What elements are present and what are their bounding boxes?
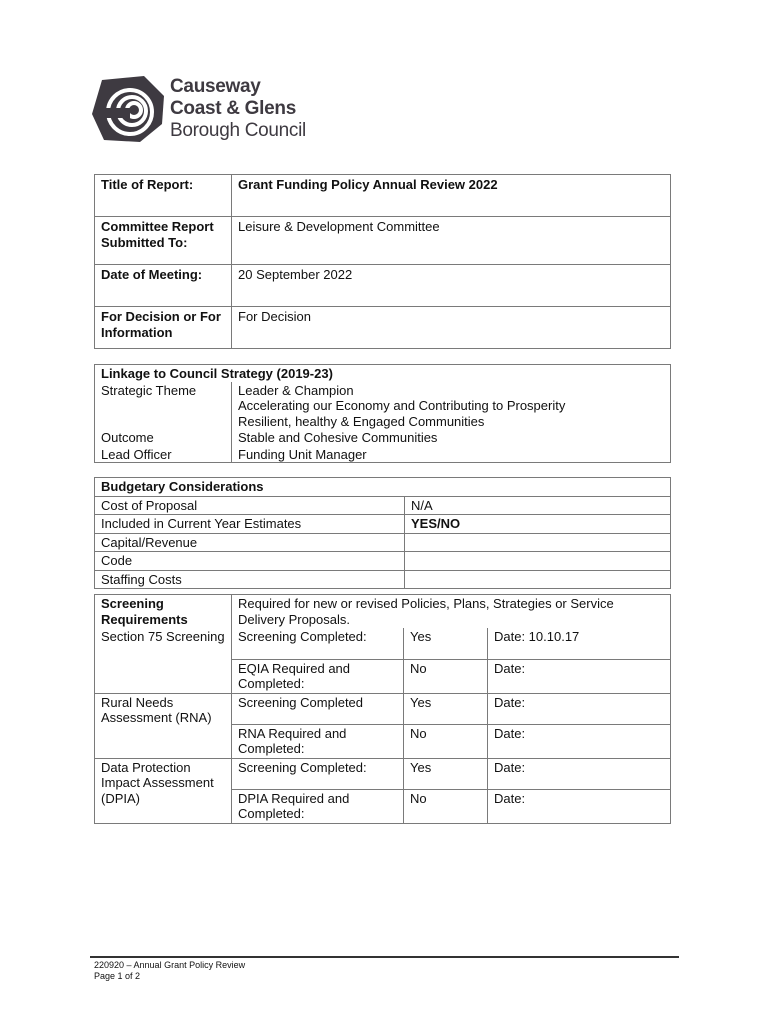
screening-date: Date: (488, 659, 671, 693)
title-value: Grant Funding Policy Annual Review 2022 (232, 175, 671, 217)
date-label: Date of Meeting: (95, 265, 232, 307)
date-value: 20 September 2022 (232, 265, 671, 307)
screening-date: Date: (488, 693, 671, 724)
budget-heading: Budgetary Considerations (95, 478, 671, 497)
table-row (95, 515, 671, 534)
screening-intro: Required for new or revised Policies, Plans, Strategies or Service Delivery Proposals. (232, 595, 671, 629)
theme-value-1: Leader & Champion (238, 382, 354, 398)
table-row (95, 570, 671, 589)
screening-item: EQIA Required and Completed: (232, 659, 404, 693)
logo-line-3: Borough Council (170, 120, 306, 141)
screening-date: Date: (488, 789, 671, 823)
screening-item: RNA Required and Completed: (232, 724, 404, 758)
decision-value: For Decision (232, 307, 671, 349)
screening-item: Screening Completed: (232, 628, 404, 659)
officer-label: Lead Officer (95, 446, 232, 463)
outcome-value: Stable and Cohesive Communities (232, 429, 671, 446)
logo-line-2: Coast & Glens (170, 98, 296, 119)
footer-reference: 220920 – Annual Grant Policy Review (94, 960, 246, 970)
section75-label: Section 75 Screening (95, 628, 232, 693)
budget-value: YES/NO (405, 515, 671, 534)
dpia-label: Data Protection Impact Assessment (DPIA) (95, 758, 232, 823)
logo-wordmark (170, 76, 306, 142)
screening-answer: No (404, 659, 488, 693)
council-logo (90, 74, 320, 146)
budget-value: N/A (405, 496, 671, 515)
screening-table (94, 594, 671, 824)
decision-label: For Decision or For Information (95, 307, 232, 349)
strategy-heading: Linkage to Council Strategy (2019-23) (95, 365, 671, 382)
page-footer (94, 960, 245, 982)
budget-value (405, 570, 671, 589)
screening-date: Date: 10.10.17 (488, 628, 671, 659)
committee-value: Leisure & Development Committee (232, 217, 671, 265)
theme-value-2: Accelerating our Economy and Contributing to Prosperity (238, 398, 566, 413)
rna-label: Rural Needs Assessment (RNA) (95, 693, 232, 758)
screening-answer: Yes (404, 628, 488, 659)
screening-answer: Yes (404, 693, 488, 724)
screening-answer: Yes (404, 758, 488, 789)
theme-values (232, 382, 671, 430)
strategy-table (94, 364, 671, 463)
theme-label: Strategic Theme (95, 382, 232, 430)
table-row (95, 533, 671, 552)
theme-value-3: Resilient, healthy & Engaged Communities (238, 413, 485, 429)
table-row (95, 496, 671, 515)
spiral-logo-icon (90, 74, 166, 144)
screening-item: DPIA Required and Completed: (232, 789, 404, 823)
title-label: Title of Report: (95, 175, 232, 217)
committee-label: Committee Report Submitted To: (95, 217, 232, 265)
budget-value (405, 533, 671, 552)
screening-answer: No (404, 724, 488, 758)
budget-value (405, 552, 671, 571)
screening-item: Screening Completed: (232, 758, 404, 789)
logo-line-1: Causeway (170, 76, 261, 97)
budget-label: Code (95, 552, 405, 571)
budget-label: Staffing Costs (95, 570, 405, 589)
screening-date: Date: (488, 724, 671, 758)
footer-page-number: Page 1 of 2 (94, 971, 141, 981)
budget-table (94, 477, 671, 589)
screening-answer: No (404, 789, 488, 823)
table-row (95, 552, 671, 571)
outcome-label: Outcome (95, 429, 232, 446)
screening-heading: Screening Requirements (95, 595, 232, 629)
budget-label: Cost of Proposal (95, 496, 405, 515)
budget-label: Capital/Revenue (95, 533, 405, 552)
footer-divider (90, 956, 679, 958)
screening-date: Date: (488, 758, 671, 789)
budget-label: Included in Current Year Estimates (95, 515, 405, 534)
officer-value: Funding Unit Manager (232, 446, 671, 463)
report-info-table (94, 174, 671, 349)
screening-item: Screening Completed (232, 693, 404, 724)
